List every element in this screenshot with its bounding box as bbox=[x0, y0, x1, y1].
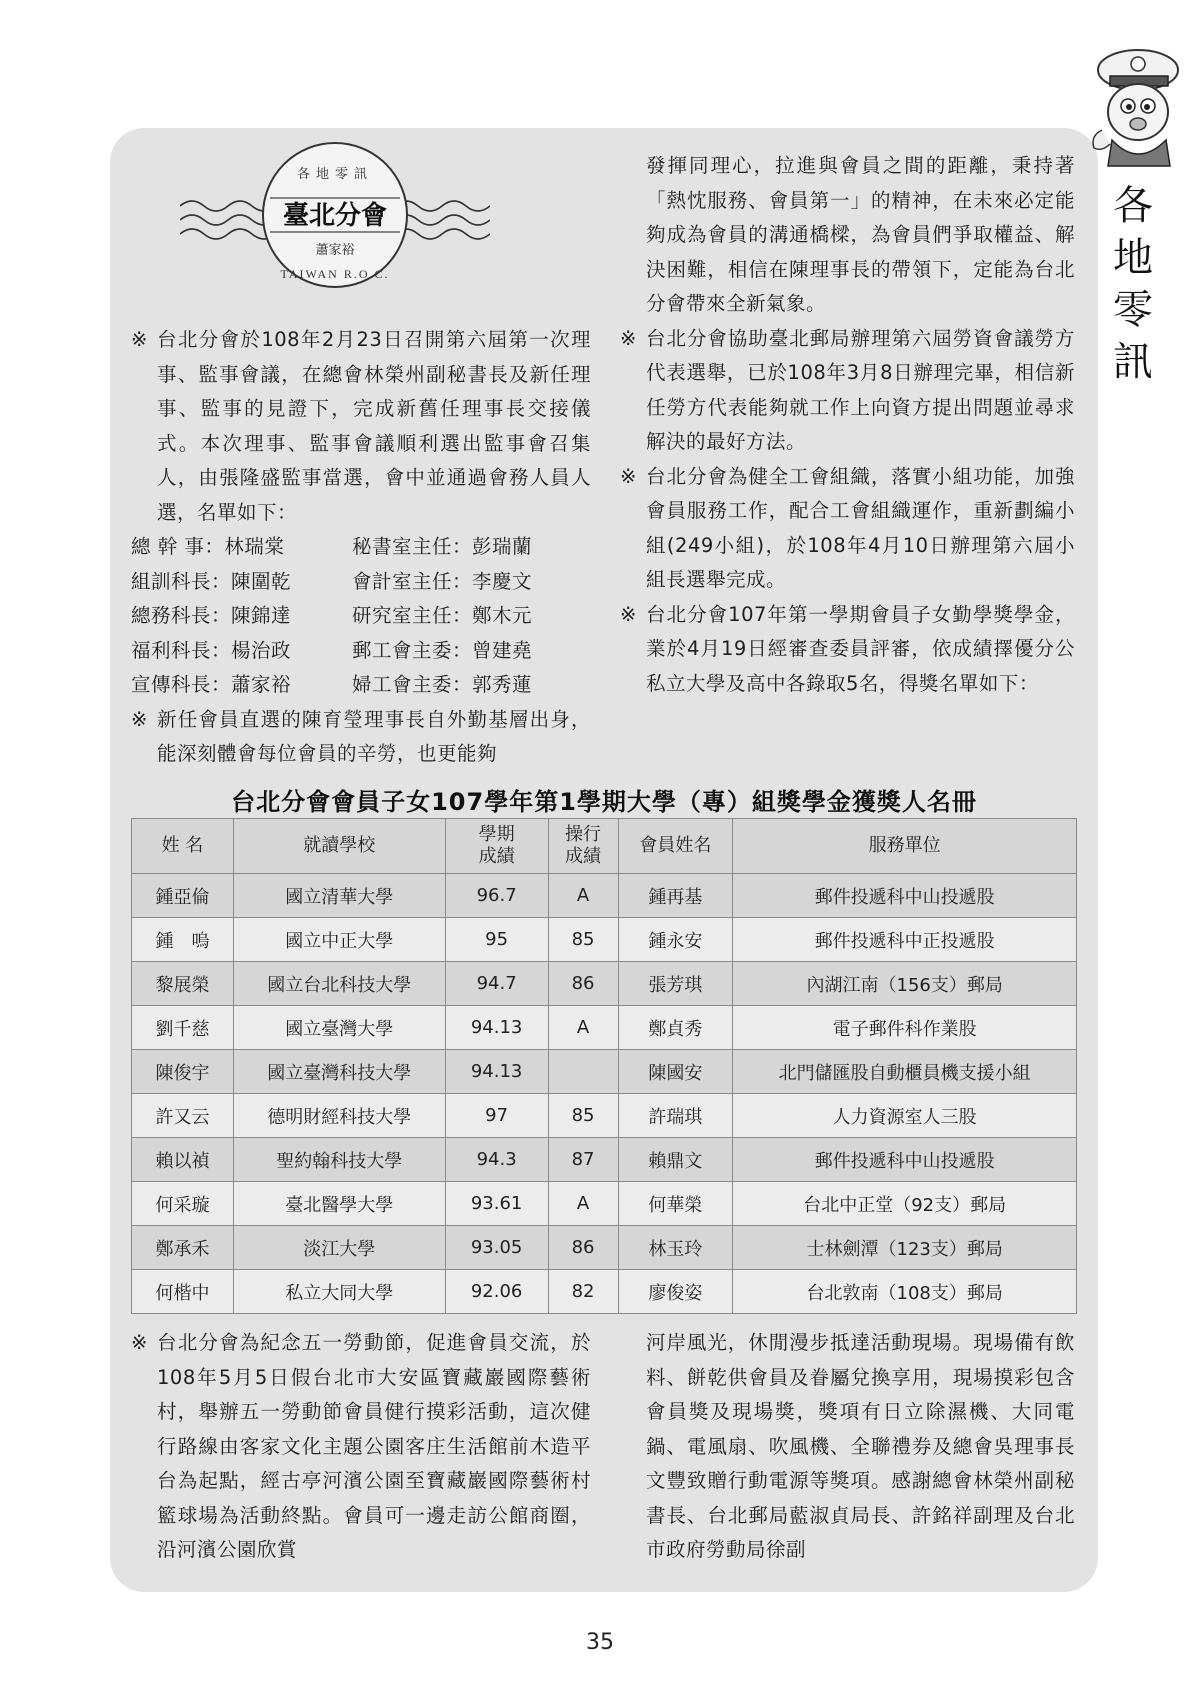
page-number: 35 bbox=[586, 1630, 614, 1655]
staff-entry: 組訓科長：陳圍乾 bbox=[131, 569, 292, 593]
conduct-grade-cell: A bbox=[548, 874, 618, 918]
header-service-unit: 服務單位 bbox=[733, 819, 1077, 874]
semester-grade-cell: 95 bbox=[445, 918, 548, 962]
stamp-author: 蕭家裕 bbox=[315, 243, 355, 258]
semester-grade-cell: 94.3 bbox=[445, 1138, 548, 1182]
student-name-cell: 鍾 嗚 bbox=[132, 918, 234, 962]
table-row bbox=[132, 874, 1077, 918]
school-cell: 聖約翰科技大學 bbox=[233, 1138, 445, 1182]
table-row bbox=[132, 1182, 1077, 1226]
postman-mascot-icon bbox=[1080, 40, 1190, 170]
staff-entry: 郵工會主委：曾建堯 bbox=[352, 638, 533, 662]
member-name-cell: 何華榮 bbox=[618, 1182, 733, 1226]
table-row bbox=[132, 918, 1077, 962]
semester-grade-cell: 93.61 bbox=[445, 1182, 548, 1226]
conduct-grade-cell bbox=[548, 1050, 618, 1094]
school-cell: 淡江大學 bbox=[233, 1226, 445, 1270]
school-cell: 國立臺灣大學 bbox=[233, 1006, 445, 1050]
student-name-cell: 黎展榮 bbox=[132, 962, 234, 1006]
bottom-left-column bbox=[131, 1326, 591, 1568]
left-paragraph-1: ※ 台北分會於108年2月23日召開第六屆第一次理事、監事會議，在總會林榮州副秘書長及新任理事、監事的見證下，完成新舊任理事長交接儀式。本次理事、監事會議順利選出監事會召集人，由張隆盛監事當選，會中並通過會務人員人選，名單如下： bbox=[131, 323, 591, 530]
table-row bbox=[132, 1006, 1077, 1050]
service-unit-cell: 電子郵件科作業股 bbox=[733, 1006, 1077, 1050]
staff-row bbox=[131, 668, 591, 703]
semester-grade-cell: 93.05 bbox=[445, 1226, 548, 1270]
postmark-stamp bbox=[180, 140, 490, 290]
school-cell: 國立臺灣科技大學 bbox=[233, 1050, 445, 1094]
bottom-right-paragraph-0: 河岸風光，休閒漫步抵達活動現場。現場備有飲料、餅乾供會員及眷屬兌換享用，現場摸彩包含會員獎及現場獎，獎項有日立除濕機、大同電鍋、電風扇、吹風機、全聯禮券及總會吳理事長文豐致贈行動電源等獎項。感謝總會林榮州副秘書長、台北郵局藍淑貞局長、許銘祥副理及台北市政府勞動局徐副 bbox=[646, 1331, 1075, 1561]
header-member-name: 會員姓名 bbox=[618, 819, 733, 874]
staff-entry: 宣傳科長：蕭家裕 bbox=[131, 673, 292, 696]
side-title-char: 訊 bbox=[1113, 339, 1153, 385]
left-paragraph-2: ※ 新任會員直選的陳育瑩理事長自外勤基層出身，能深刻體會每位會員的辛勞，也更能夠 bbox=[131, 703, 591, 772]
school-cell: 國立清華大學 bbox=[233, 874, 445, 918]
student-name-cell: 許又云 bbox=[132, 1094, 234, 1138]
student-name-cell: 鍾亞倫 bbox=[132, 874, 234, 918]
student-name-cell: 陳俊宇 bbox=[132, 1050, 234, 1094]
conduct-grade-cell: 86 bbox=[548, 962, 618, 1006]
conduct-grade-cell: A bbox=[548, 1182, 618, 1226]
staff-entry: 秘書室主任：彭瑞蘭 bbox=[352, 535, 533, 558]
section-side-title bbox=[1105, 180, 1161, 388]
service-unit-cell: 北門儲匯股自動櫃員機支援小組 bbox=[733, 1050, 1077, 1094]
staff-row bbox=[131, 634, 591, 669]
side-title-char: 地 bbox=[1113, 235, 1153, 281]
staff-entry: 福利科長：楊治政 bbox=[131, 638, 292, 662]
bottom-left-paragraph-1: ※ 台北分會為紀念五一勞動節，促進會員交流，於108年5月5日假台北市大安區寶藏巖國際藝術村，舉辦五一勞動節會員健行摸彩活動，這次健行路線由客家文化主題公園客庄生活館前木造平台為起點，經古亭河濱公園至寶藏巖國際藝術村籃球場為活動終點。會員可一邊走訪公館商圈，沿河濱公園欣賞 bbox=[131, 1326, 591, 1568]
staff-row bbox=[131, 599, 591, 634]
stamp-top-text: 各地零訊 bbox=[296, 167, 374, 182]
stamp-branch-name: 臺北分會 bbox=[282, 201, 388, 231]
header-semester-grade: 學期 成績 bbox=[445, 819, 548, 874]
service-unit-cell: 內湖江南（156支）郵局 bbox=[733, 962, 1077, 1006]
staff-row bbox=[131, 530, 591, 565]
member-name-cell: 許瑞琪 bbox=[618, 1094, 733, 1138]
staff-row bbox=[131, 565, 591, 600]
student-name-cell: 何采璇 bbox=[132, 1182, 234, 1226]
member-name-cell: 鍾再基 bbox=[618, 874, 733, 918]
service-unit-cell: 郵件投遞科中正投遞股 bbox=[733, 918, 1077, 962]
table-row bbox=[132, 1270, 1077, 1314]
right-paragraph-2: ※ 台北分會為健全工會組織，落實小組功能，加強會員服務工作，配合工會組織運作，重新劃編小組(249小組)，於108年4月10日辦理第六屆小組長選舉完成。 bbox=[620, 460, 1075, 598]
service-unit-cell: 人力資源室人三股 bbox=[733, 1094, 1077, 1138]
table-row bbox=[132, 1094, 1077, 1138]
semester-grade-cell: 94.13 bbox=[445, 1050, 548, 1094]
member-name-cell: 賴鼎文 bbox=[618, 1138, 733, 1182]
right-paragraph-1: ※ 台北分會協助臺北郵局辦理第六屆勞資會議勞方代表選舉，已於108年3月8日辦理完畢，相信新任勞方代表能夠就工作上向資方提出問題並尋求解決的最好方法。 bbox=[620, 322, 1075, 460]
member-name-cell: 張芳琪 bbox=[618, 962, 733, 1006]
semester-grade-cell: 92.06 bbox=[445, 1270, 548, 1314]
conduct-grade-cell: 87 bbox=[548, 1138, 618, 1182]
service-unit-cell: 台北敦南（108支）郵局 bbox=[733, 1270, 1077, 1314]
side-title-char: 各 bbox=[1113, 183, 1153, 229]
semester-grade-cell: 94.7 bbox=[445, 962, 548, 1006]
student-name-cell: 賴以禎 bbox=[132, 1138, 234, 1182]
service-unit-cell: 士林劍潭（123支）郵局 bbox=[733, 1226, 1077, 1270]
semester-grade-cell: 94.13 bbox=[445, 1006, 548, 1050]
header-conduct-grade: 操行 成績 bbox=[548, 819, 618, 874]
member-name-cell: 陳國安 bbox=[618, 1050, 733, 1094]
staff-entry: 總務科長：陳錦達 bbox=[131, 604, 292, 627]
school-cell: 德明財經科技大學 bbox=[233, 1094, 445, 1138]
table-row bbox=[132, 1138, 1077, 1182]
member-name-cell: 廖俊姿 bbox=[618, 1270, 733, 1314]
staff-entry: 會計室主任：李慶文 bbox=[352, 569, 533, 593]
table-row bbox=[132, 962, 1077, 1006]
conduct-grade-cell: 85 bbox=[548, 1094, 618, 1138]
table-title: 台北分會會員子女107學年第1學期大學（專）組獎學金獲獎人名冊 bbox=[231, 788, 977, 816]
staff-list bbox=[131, 530, 591, 703]
conduct-grade-cell: A bbox=[548, 1006, 618, 1050]
header-student-name: 姓 名 bbox=[132, 819, 234, 874]
member-name-cell: 林玉玲 bbox=[618, 1226, 733, 1270]
student-name-cell: 劉千慈 bbox=[132, 1006, 234, 1050]
table-row bbox=[132, 1050, 1077, 1094]
student-name-cell: 鄭承禾 bbox=[132, 1226, 234, 1270]
table-row bbox=[132, 1226, 1077, 1270]
school-cell: 國立台北科技大學 bbox=[233, 962, 445, 1006]
member-name-cell: 鄭貞秀 bbox=[618, 1006, 733, 1050]
school-cell: 國立中正大學 bbox=[233, 918, 445, 962]
side-title-char: 零 bbox=[1113, 287, 1153, 333]
semester-grade-cell: 97 bbox=[445, 1094, 548, 1138]
scholarship-table bbox=[131, 818, 1077, 1314]
right-column bbox=[620, 149, 1075, 701]
conduct-grade-cell: 82 bbox=[548, 1270, 618, 1314]
member-name-cell: 鍾永安 bbox=[618, 918, 733, 962]
bottom-right-column bbox=[620, 1326, 1075, 1568]
student-name-cell: 何楷中 bbox=[132, 1270, 234, 1314]
left-column bbox=[131, 323, 591, 772]
header-school: 就讀學校 bbox=[233, 819, 445, 874]
staff-entry: 婦工會主委：郭秀蓮 bbox=[352, 673, 533, 696]
right-paragraph-3: ※ 台北分會107年第一學期會員子女勤學獎學金，業於4月19日經審查委員評審，依成績擇優分公私立大學及高中各錄取5名，得獎名單如下： bbox=[620, 598, 1075, 702]
stamp-bottom-text: TAIWAN R.O.C. bbox=[280, 267, 390, 281]
semester-grade-cell: 96.7 bbox=[445, 874, 548, 918]
school-cell: 臺北醫學大學 bbox=[233, 1182, 445, 1226]
table-header-row bbox=[132, 819, 1077, 874]
school-cell: 私立大同大學 bbox=[233, 1270, 445, 1314]
staff-entry: 總 幹 事：林瑞棠 bbox=[131, 535, 285, 558]
service-unit-cell: 郵件投遞科中山投遞股 bbox=[733, 1138, 1077, 1182]
conduct-grade-cell: 85 bbox=[548, 918, 618, 962]
conduct-grade-cell: 86 bbox=[548, 1226, 618, 1270]
service-unit-cell: 台北中正堂（92支）郵局 bbox=[733, 1182, 1077, 1226]
service-unit-cell: 郵件投遞科中山投遞股 bbox=[733, 874, 1077, 918]
staff-entry: 研究室主任：鄭木元 bbox=[352, 604, 533, 627]
right-paragraph-0: 發揮同理心，拉進與會員之間的距離，秉持著「熱忱服務、會員第一」的精神，在未來必定能夠成為會員的溝通橋樑，為會員們爭取權益、解決困難，相信在陳理事長的帶領下，定能為台北分會帶來全新氣象。 bbox=[646, 154, 1075, 315]
